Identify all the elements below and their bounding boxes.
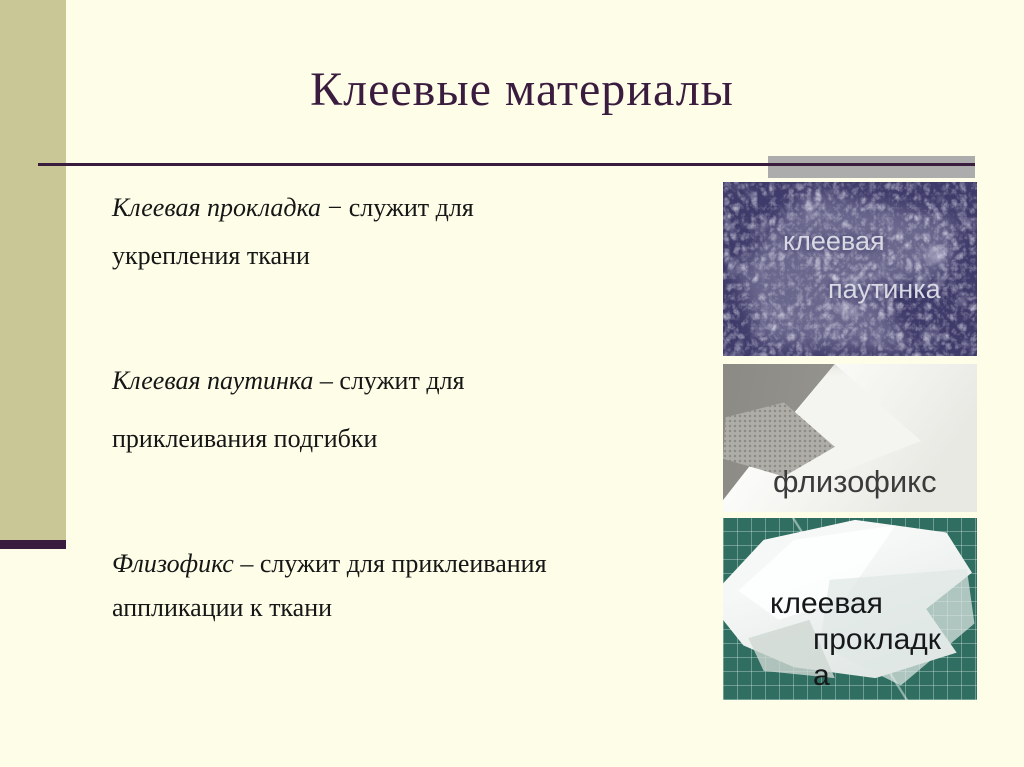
bullet-line: аппликации к ткани (112, 593, 333, 622)
figure-caption: флизофикс (773, 464, 937, 499)
bullet-kleevaya-pautinka (112, 352, 672, 468)
figure-caption: клеевая (783, 226, 885, 256)
figure-caption: клеевая (770, 587, 883, 620)
bullet-line: укрепления ткани (112, 241, 310, 270)
bullet-line (112, 184, 672, 232)
bullet-definition: – служит для (319, 366, 465, 395)
bullet-line (112, 542, 672, 586)
figure-caption: паутинка (828, 274, 941, 304)
bullet-kleevaya-prokladka (112, 184, 672, 280)
left-accent-bar (0, 0, 66, 540)
bullet-definition: – служит для приклеивания (240, 549, 547, 578)
bullet-definition: − служит для (327, 193, 474, 222)
left-accent-bar-end (0, 540, 66, 549)
figure-flizofix-photo (723, 364, 977, 512)
bullet-line: приклеивания подгибки (112, 424, 378, 453)
title-divider-line (38, 163, 975, 166)
figure-caption: а (813, 659, 830, 692)
figure-caption: прокладк (813, 623, 941, 656)
slide-title: Клеевые материалы (310, 63, 734, 116)
figure-kleevaya-pautinka-photo (723, 182, 977, 356)
bullet-term: Клеевая прокладка (112, 193, 322, 222)
web-texture-image (723, 182, 977, 356)
figure-kleevaya-prokladka-photo (723, 518, 977, 700)
bullet-flizofix (112, 542, 672, 630)
bullet-term: Флизофикс (112, 549, 234, 578)
title-divider-gray-block (768, 156, 975, 178)
bullet-line (112, 352, 672, 410)
bullet-term: Клеевая паутинка (112, 366, 314, 395)
